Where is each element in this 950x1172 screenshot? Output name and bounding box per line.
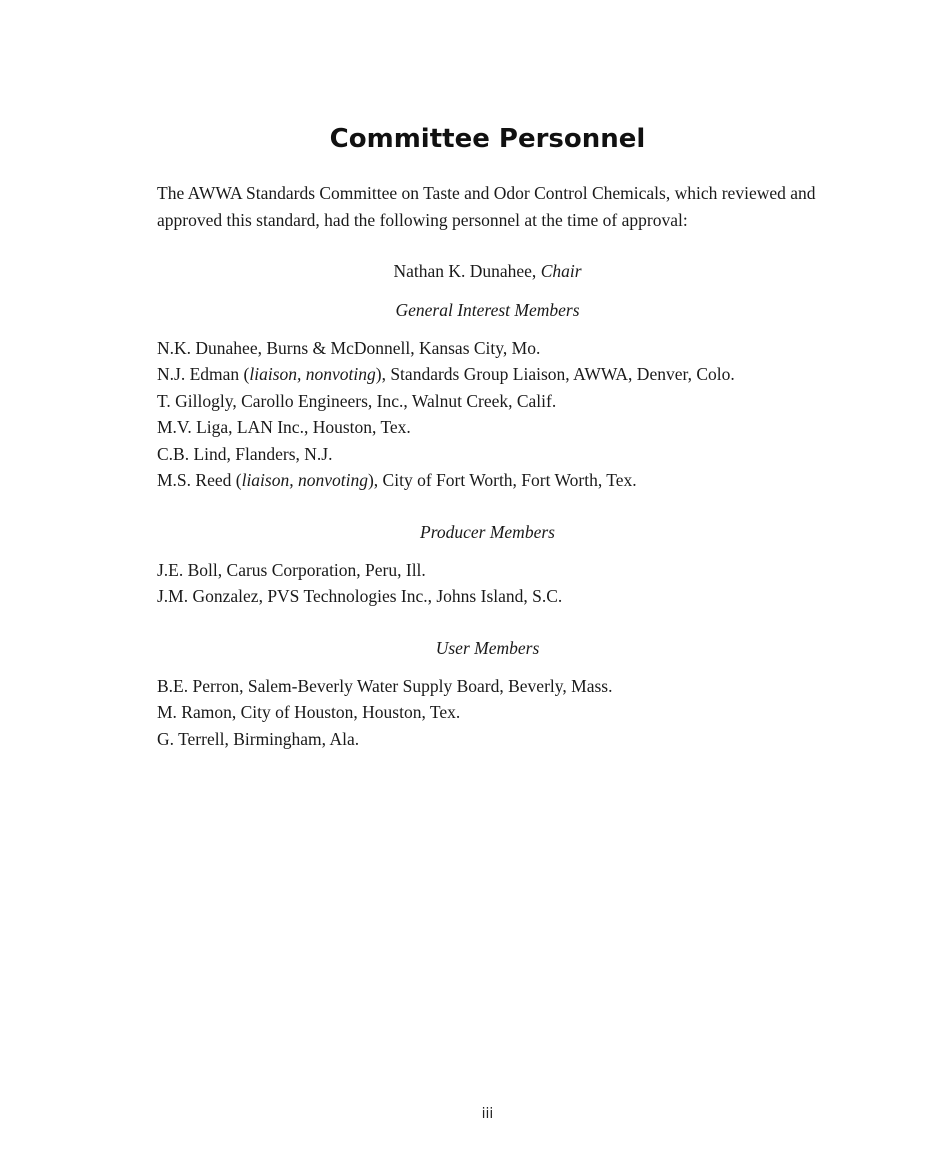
member-text: M. Ramon, City of Houston, Houston, Tex.: [157, 702, 461, 723]
page-title: Committee Personnel: [329, 124, 646, 154]
list-item: [157, 361, 837, 387]
member-text: C.B. Lind, Flanders, N.J.: [157, 443, 333, 464]
chair-name: Nathan K. Dunahee,: [393, 261, 537, 281]
member-note: liaison, nonvoting: [249, 364, 376, 385]
general-interest-members: [157, 335, 837, 493]
intro-paragraph: The AWWA Standards Committee on Taste and Odor Control Chemicals, which reviewed and approved this standard, had the following personnel at the time of approval:: [157, 183, 816, 230]
list-item: [157, 335, 837, 361]
member-text: N.J. Edman (: [157, 364, 250, 385]
member-text-rest: ), Standards Group Liaison, AWWA, Denver, Colo.: [375, 364, 735, 385]
list-item: [157, 726, 837, 752]
general-interest-heading: General Interest Members: [395, 300, 580, 320]
page-number: iii: [481, 1106, 494, 1122]
member-text: G. Terrell, Birmingham, Ala.: [157, 728, 360, 749]
list-item: [157, 673, 837, 699]
list-item: [157, 388, 837, 414]
member-text: B.E. Perron, Salem-Beverly Water Supply Board, Beverly, Mass.: [157, 676, 613, 696]
member-text: T. Gillogly, Carollo Engineers, Inc., Walnut Creek, Calif.: [157, 390, 557, 411]
member-text: M.V. Liga, LAN Inc., Houston, Tex.: [157, 417, 411, 438]
member-text: N.K. Dunahee, Burns & McDonnell, Kansas City, Mo.: [157, 338, 541, 358]
list-item: [157, 583, 837, 609]
member-text: J.M. Gonzalez, PVS Technologies Inc., Johns Island, S.C.: [157, 586, 563, 607]
chair-line: [0, 258, 950, 284]
producer-members-heading: Producer Members: [420, 522, 555, 542]
list-item: [157, 557, 837, 583]
list-item: [157, 699, 837, 725]
list-item: [157, 441, 837, 467]
list-item: [157, 467, 837, 493]
producer-members: [157, 557, 837, 610]
chair-role: Chair: [540, 261, 582, 281]
user-members-heading: User Members: [435, 638, 540, 658]
member-text: J.E. Boll, Carus Corporation, Peru, Ill.: [157, 560, 426, 580]
member-text: M.S. Reed (: [157, 470, 242, 491]
member-text-rest: ), City of Fort Worth, Fort Worth, Tex.: [367, 470, 637, 491]
user-members: [157, 673, 837, 752]
member-note: liaison, nonvoting: [241, 470, 368, 491]
list-item: [157, 414, 837, 440]
